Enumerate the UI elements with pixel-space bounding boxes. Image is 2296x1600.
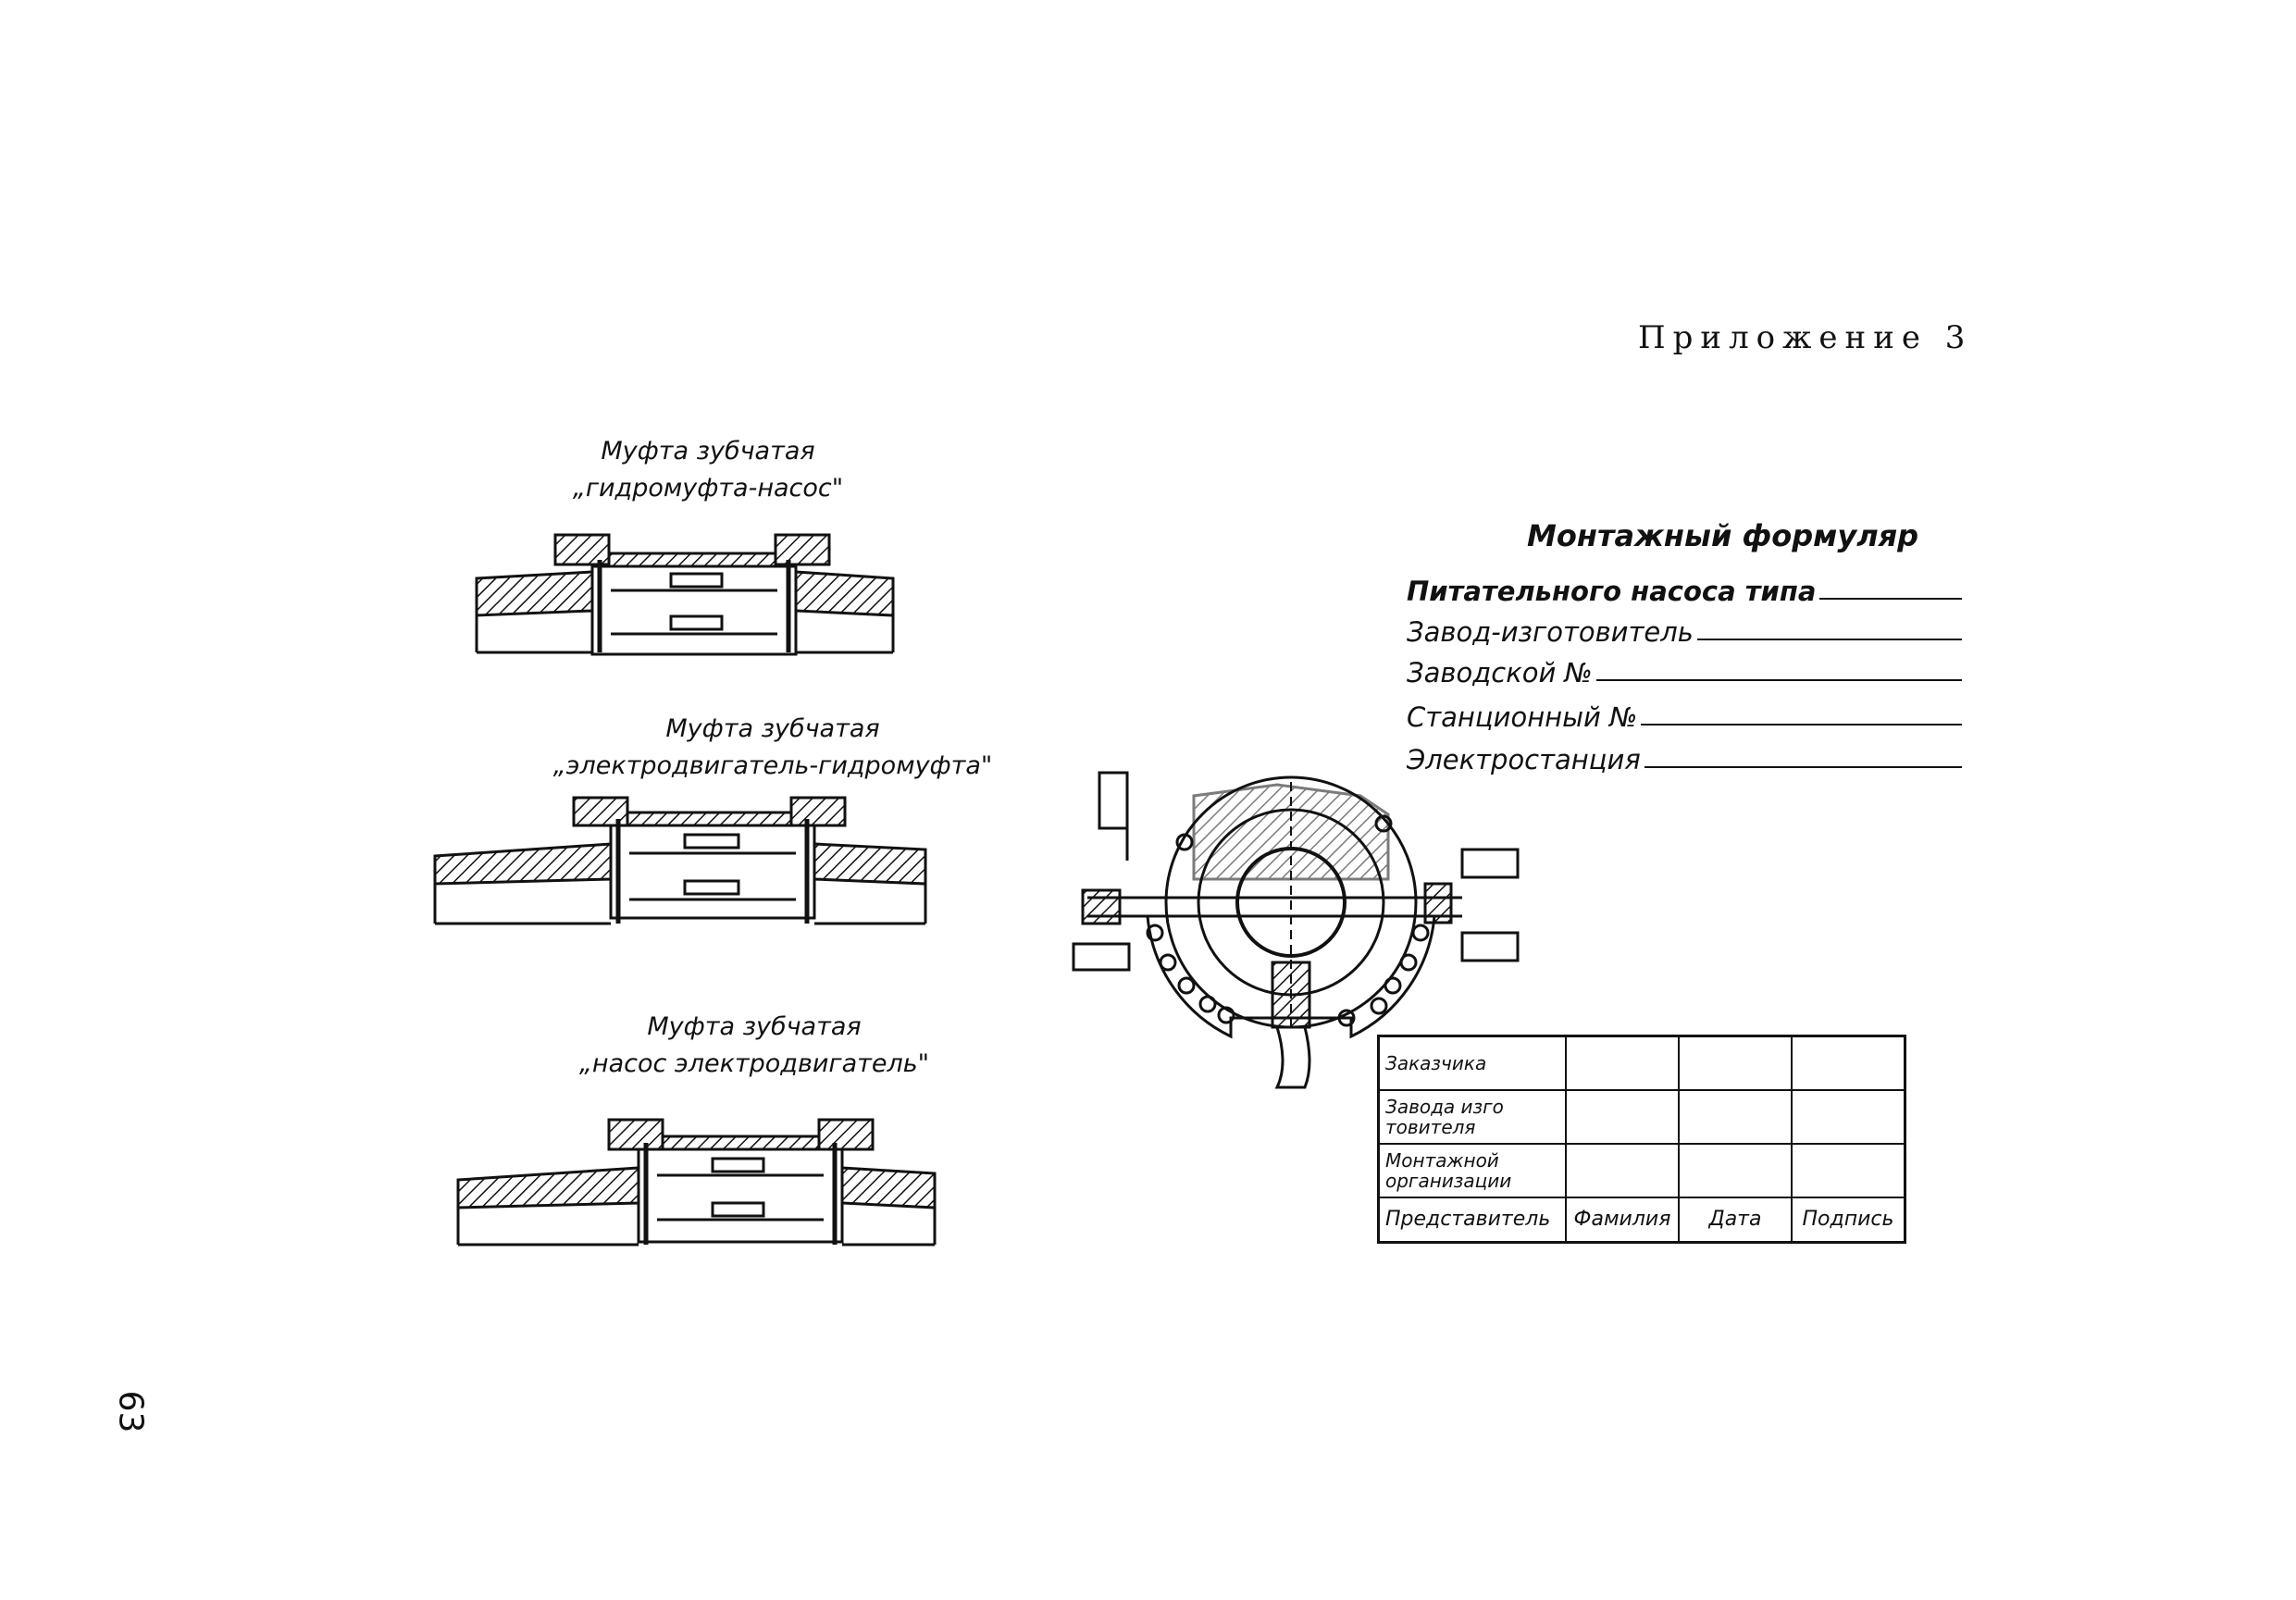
form-title: Монтажный формуляр <box>1527 518 1919 553</box>
table-row <box>1379 1036 1905 1091</box>
coupling-caption-1-line1: Муфта зубчатая <box>601 437 815 465</box>
coupling-caption-2-line2: „электродвигатель-гидромуфта" <box>552 751 993 780</box>
table-row <box>1379 1144 1905 1197</box>
table-cell <box>1566 1036 1679 1091</box>
form-line-station-number-blank <box>1641 724 1962 726</box>
form-line-pump-type <box>1407 570 1962 607</box>
coupling-drawing-2 <box>435 798 925 924</box>
form-line-station-number-label: Станционный № <box>1407 701 1638 733</box>
table-footer-date: Дата <box>1679 1197 1792 1243</box>
form-line-manufacturer-blank <box>1697 639 1962 640</box>
form-line-station-number <box>1407 696 1962 733</box>
table-footer-representative: Представитель <box>1379 1197 1567 1243</box>
table-cell <box>1792 1090 1905 1144</box>
form-line-power-plant <box>1407 738 1962 775</box>
page-number: 63 <box>111 1390 150 1433</box>
form-line-pump-type-label: Питательного насоса типа <box>1407 576 1817 607</box>
form-line-pump-type-blank <box>1819 598 1962 600</box>
form-line-factory-number-label: Заводской № <box>1407 657 1593 688</box>
table-cell <box>1679 1144 1792 1197</box>
coupling-caption-1-line2: „гидромуфта-насос" <box>572 474 844 502</box>
form-line-factory-number <box>1407 651 1962 688</box>
form-line-power-plant-label: Электростанция <box>1407 744 1641 775</box>
form-line-manufacturer-label: Завод-изготовитель <box>1407 616 1694 648</box>
coupling-caption-3-line1: Муфта зубчатая <box>647 1012 862 1041</box>
coupling-caption-2 <box>495 711 1050 785</box>
table-cell: Заказчика <box>1379 1036 1567 1091</box>
coupling-drawing-3 <box>458 1120 935 1245</box>
coupling-drawing-1 <box>477 535 893 654</box>
table-cell: Монтажной организации <box>1379 1144 1567 1197</box>
table-footer-signature: Подпись <box>1792 1197 1905 1243</box>
table-row <box>1379 1090 1905 1144</box>
table-cell <box>1792 1036 1905 1091</box>
table-cell <box>1792 1144 1905 1197</box>
form-line-manufacturer <box>1407 611 1962 648</box>
form-line-power-plant-blank <box>1644 766 1962 768</box>
form-line-factory-number-blank <box>1596 679 1962 681</box>
signature-table <box>1377 1035 1906 1244</box>
coupling-caption-1 <box>467 433 949 507</box>
coupling-caption-2-line1: Муфта зубчатая <box>665 714 880 743</box>
table-cell <box>1566 1144 1679 1197</box>
coupling-caption-3 <box>514 1009 995 1083</box>
table-footer-surname: Фамилия <box>1566 1197 1679 1243</box>
appendix-label: Приложение 3 <box>1638 319 1973 356</box>
table-cell <box>1566 1090 1679 1144</box>
table-cell <box>1679 1036 1792 1091</box>
coupling-caption-3-line2: „насос электродвигатель" <box>578 1049 930 1078</box>
table-cell: Завода изго товителя <box>1379 1090 1567 1144</box>
table-footer-row <box>1379 1197 1905 1243</box>
table-cell <box>1679 1090 1792 1144</box>
